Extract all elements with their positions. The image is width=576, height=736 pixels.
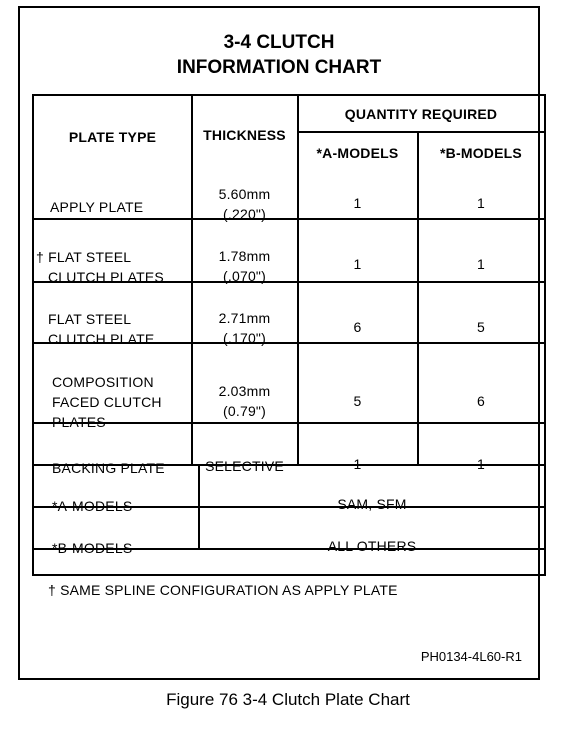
thickness-in: (.220") (223, 206, 266, 222)
plate-type-line: FACED CLUTCH (52, 394, 162, 410)
quantity-header-divider (297, 131, 544, 133)
thickness-cell: SELECTIVE (205, 458, 284, 474)
thickness-in: (.070") (223, 268, 266, 284)
plate-type-cell (52, 372, 162, 432)
model-label-a: *A-MODELS (52, 498, 133, 514)
thickness-cell (192, 308, 297, 348)
chart-title (20, 30, 538, 80)
thickness-mm: 1.78mm (218, 248, 271, 264)
plate-type-line: CLUTCH PLATES (48, 269, 164, 285)
header-a-models: *A-MODELS (316, 145, 399, 161)
clutch-table (32, 94, 546, 598)
plate-type-line: CLUTCH PLATE (48, 331, 155, 347)
a-qty-cell: 1 (353, 456, 362, 472)
chart-frame (18, 6, 540, 680)
a-qty-cell: 6 (353, 319, 362, 335)
header-thickness: THICKNESS (203, 127, 286, 143)
plate-type-cell (36, 247, 164, 287)
plate-type-cell (48, 309, 154, 349)
plate-type-line: † FLAT STEEL (36, 249, 132, 265)
footnote: † SAME SPLINE CONFIGURATION AS APPLY PLATE (48, 582, 398, 598)
title-line-1: 3-4 CLUTCH (223, 32, 335, 53)
thickness-in: (0.79") (223, 403, 266, 419)
plate-type-line: PLATES (52, 414, 106, 430)
header-quantity-required: QUANTITY REQUIRED (344, 106, 498, 122)
thickness-mm: 2.71mm (218, 310, 271, 326)
b-qty-cell: 1 (477, 256, 485, 272)
a-qty-cell: 5 (353, 393, 362, 409)
model-label-b: *B-MODELS (52, 540, 133, 556)
plate-type-line: COMPOSITION (52, 374, 154, 390)
thickness-cell (192, 246, 297, 286)
model-value-b: ALL OTHERS (327, 538, 417, 554)
header-b-models: *B-MODELS (440, 145, 522, 161)
plate-type-cell: BACKING PLATE (52, 460, 165, 476)
thickness-cell (192, 381, 297, 421)
thickness-cell (192, 184, 297, 224)
b-qty-cell: 1 (477, 195, 485, 211)
plate-type-line: FLAT STEEL (48, 311, 132, 327)
header-plate-type: PLATE TYPE (68, 129, 157, 145)
b-qty-cell: 1 (477, 456, 485, 472)
figure-caption: Figure 76 3-4 Clutch Plate Chart (166, 690, 410, 709)
a-qty-cell: 1 (353, 256, 362, 272)
title-line-2: INFORMATION CHART (176, 57, 382, 78)
plate-type-cell: APPLY PLATE (50, 199, 144, 215)
figure-code: PH0134-4L60-R1 (420, 649, 522, 664)
thickness-mm: 2.03mm (218, 383, 271, 399)
thickness-mm: 5.60mm (218, 186, 271, 202)
b-qty-cell: 6 (477, 393, 485, 409)
b-qty-cell: 5 (477, 319, 485, 335)
a-qty-cell: 1 (353, 195, 362, 211)
model-value-a: SAM, SFM (337, 496, 407, 512)
column-divider (417, 131, 419, 464)
thickness-in: (.170") (223, 330, 266, 346)
